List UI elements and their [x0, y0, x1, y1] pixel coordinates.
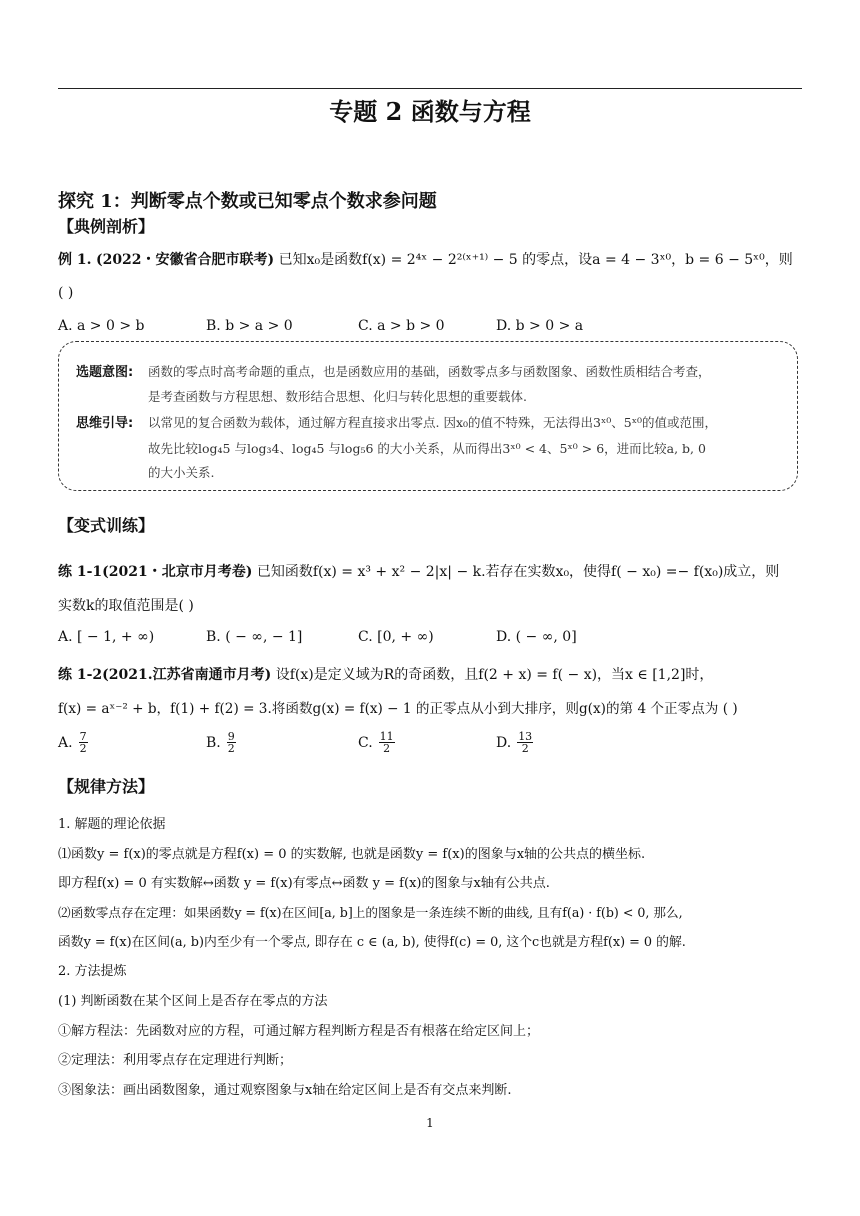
example1-paren: ( ): [58, 285, 74, 301]
exercise1-2-options: [58, 731, 802, 761]
exercise1-2-line: [58, 664, 713, 684]
exercise1-1-options: [58, 629, 802, 649]
intent-label: 选题意图:: [76, 365, 134, 380]
exercise1-2-source: (2021.江苏省南通市月考): [102, 667, 272, 683]
method-line-8: ①解方程法：先函数对应的方程，可通过解方程判断方程是否有根落在给定区间上；: [58, 1024, 540, 1039]
example1-options: [58, 318, 802, 338]
option-c: C. a > b > 0: [358, 318, 445, 334]
exercise1-1-line: [58, 561, 779, 581]
guide-label: 思维引导:: [76, 416, 134, 431]
exercise1-1-source: (2021・北京市月考卷): [102, 564, 253, 580]
option-c: C. [0, + ∞): [358, 629, 434, 645]
example1-label: 例 1.: [58, 252, 92, 268]
method-line-4: ⑵函数零点存在定理：如果函数y = f(x)在区间[a, b]上的图象是一条连续不断的曲线, 且有f(a) · f(b) < 0, 那么,: [58, 905, 683, 920]
option-a: A. $\frac{7}{2}$: [58, 730, 87, 755]
method-line-1: 1. 解题的理论依据: [58, 817, 166, 832]
exercise1-1-text2: 实数k的取值范围是( ): [58, 598, 194, 614]
exercise1-1-label: 练 1-1: [58, 564, 103, 580]
typical-heading: 【典例剖析】: [58, 217, 155, 236]
header-rule: [58, 88, 802, 89]
variant-heading: 【变式训练】: [58, 516, 155, 535]
method-line-6: 2. 方法提炼: [58, 964, 127, 979]
page-title: 专题 2 函数与方程: [329, 97, 531, 126]
guide-text-3: 的大小关系.: [148, 465, 215, 480]
option-b: B. ( − ∞, − 1]: [206, 629, 303, 645]
section-heading: 探究 1：判断零点个数或已知零点个数求参问题: [58, 191, 437, 212]
exercise1-1-text: 已知函数f(x) = x³ + x² − 2|x| − k.若存在实数x₀，使得f( − x₀) =− f(x₀)成立，则: [256, 564, 780, 580]
intent-text-1: 函数的零点时高考命题的重点，也是函数应用的基础，函数零点多与函数图象、函数性质相结合考查，: [148, 364, 711, 379]
exercise1-2-text2: f(x) = aˣ⁻² + b，f(1) + f(2) = 3.将函数g(x) = f(x) − 1 的正零点从小到大排序，则g(x)的第 4 个正零点为 ( ): [58, 701, 738, 717]
example1-line: [58, 249, 793, 269]
exercise1-2-label: 练 1-2: [58, 667, 103, 683]
option-a: A. a > 0 > b: [58, 318, 145, 334]
method-line-2: ⑴函数y = f(x)的零点就是方程f(x) = 0 的实数解, 也就是函数y = f(x)的图象与x轴的公共点的横坐标.: [58, 847, 646, 862]
exercise1-2-text: 设f(x)是定义域为R的奇函数，且f(2 + x) = f( − x)，当x ∈ [1,2]时，: [275, 667, 714, 683]
page-number: 1: [426, 1116, 434, 1130]
option-d: D. ( − ∞, 0]: [496, 629, 577, 645]
option-d: D. $\frac{13}{2}$: [496, 730, 533, 755]
option-b: B. b > a > 0: [206, 318, 293, 334]
method-line-5: 函数y = f(x)在区间(a, b)内至少有一个零点, 即存在 c ∈ (a, b), 使得f(c) = 0, 这个c也就是方程f(x) = 0 的解.: [58, 935, 686, 950]
option-a: A. [ − 1, + ∞): [58, 629, 155, 645]
option-c: C. $\frac{11}{2}$: [358, 730, 394, 755]
method-line-9: ②定理法：利用零点存在定理进行判断；: [58, 1053, 293, 1068]
example1-source: (2022・安徽省合肥市联考): [95, 252, 275, 268]
option-d: D. b > 0 > a: [496, 318, 584, 334]
intent-text-2: 是考查函数与方程思想、数形结合思想、化归与转化思想的重要载体.: [148, 389, 527, 404]
method-line-10: ③图象法：画出函数图象，通过观察图象与x轴在给定区间上是否有交点来判断.: [58, 1083, 512, 1098]
option-b: B. $\frac{9}{2}$: [206, 730, 235, 755]
method-heading: 【规律方法】: [58, 777, 155, 796]
method-line-7: (1) 判断函数在某个区间上是否存在零点的方法: [58, 994, 328, 1009]
method-line-3: 即方程f(x) = 0 有实数解↔函数 y = f(x)有零点↔函数 y = f(x)的图象与x轴有公共点.: [58, 876, 550, 891]
guide-text-2: 故先比较log₄5 与log₃4、log₄5 与log₅6 的大小关系，从而得出3ˣ⁰ < 4、5ˣ⁰ > 6，进而比较a, b, 0: [148, 441, 706, 456]
guide-text-1: 以常见的复合函数为载体，通过解方程直接求出零点. 因x₀的值不特殊，无法得出3ˣ⁰、5ˣ⁰的值或范围，: [148, 415, 718, 430]
example1-text: 已知x₀是函数f(x) = 2⁴ˣ − 2²⁽ˣ⁺¹⁾ − 5 的零点，设a = 4 − 3ˣ⁰，b = 6 − 5ˣ⁰，则: [278, 252, 793, 268]
